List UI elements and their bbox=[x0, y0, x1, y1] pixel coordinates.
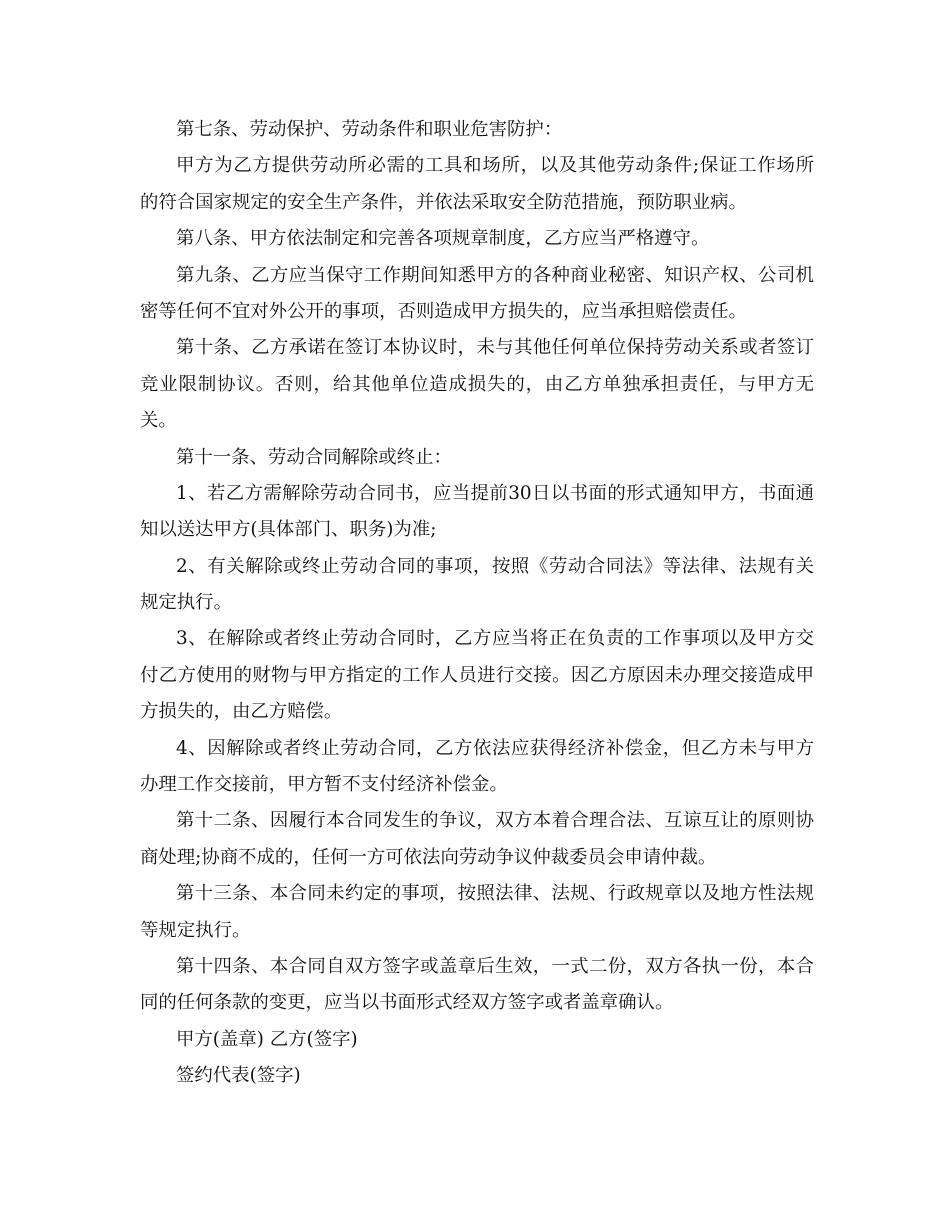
signature-parties-line bbox=[140, 1022, 814, 1058]
text-line: 1、若乙方需解除劳动合同书，应当提前30日以书面的形式通知甲方，书面通 bbox=[176, 482, 814, 504]
document-body bbox=[140, 112, 814, 1095]
text-line: 等规定执行。 bbox=[140, 919, 251, 941]
text-line: 规定执行。 bbox=[140, 592, 232, 614]
text-line: 签约代表(签字) bbox=[176, 1065, 301, 1087]
text-line: 竞业限制协议。否则，给其他单位造成损失的，由乙方单独承担责任，与甲方无 bbox=[140, 373, 814, 395]
article-14 bbox=[140, 949, 814, 1022]
text-line: 甲方(盖章) 乙方(签字) bbox=[176, 1028, 358, 1050]
text-line: 同的任何条款的变更，应当以书面形式经双方签字或者盖章确认。 bbox=[140, 992, 674, 1014]
text-line: 第八条、甲方依法制定和完善各项规章制度，乙方应当严格遵守。 bbox=[176, 228, 710, 250]
article-12 bbox=[140, 803, 814, 876]
text-line: 关。 bbox=[140, 410, 177, 432]
text-line: 2、有关解除或终止劳动合同的事项，按照《劳动合同法》等法律、法规有关 bbox=[176, 555, 814, 577]
article-8 bbox=[140, 221, 814, 257]
text-line: 办理工作交接前，甲方暂不支付经济补偿金。 bbox=[140, 774, 508, 796]
text-line: 第七条、劳动保护、劳动条件和职业危害防护： bbox=[176, 119, 563, 140]
text-line: 知以送达甲方(具体部门、职务)为准; bbox=[140, 519, 437, 541]
article-11-item-1 bbox=[140, 476, 814, 549]
article-11-item-2 bbox=[140, 549, 814, 622]
text-line: 第十三条、本合同未约定的事项，按照法律、法规、行政规章以及地方性法规 bbox=[176, 883, 814, 905]
text-line: 密等任何不宜对外公开的事项，否则造成甲方损失的，应当承担赔偿责任。 bbox=[140, 300, 747, 322]
article-10 bbox=[140, 330, 814, 439]
article-11-item-4 bbox=[140, 731, 814, 804]
text-line: 第九条、乙方应当保守工作期间知悉甲方的各种商业秘密、知识产权、公司机 bbox=[176, 264, 814, 286]
text-line: 第十条、乙方承诺在签订本协议时，未与其他任何单位保持劳动关系或者签订 bbox=[176, 337, 814, 359]
text-line: 付乙方使用的财物与甲方指定的工作人员进行交接。因乙方原因未办理交接造成甲 bbox=[140, 664, 814, 686]
text-line: 4、因解除或者终止劳动合同，乙方依法应获得经济补偿金，但乙方未与甲方 bbox=[176, 737, 814, 759]
article-13 bbox=[140, 876, 814, 949]
text-line: 3、在解除或者终止劳动合同时，乙方应当将正在负责的工作事项以及甲方交 bbox=[176, 628, 814, 650]
article-11-heading bbox=[140, 440, 814, 476]
signature-representative-line bbox=[140, 1058, 814, 1094]
article-11-item-3 bbox=[140, 621, 814, 730]
text-line: 甲方为乙方提供劳动所必需的工具和场所，以及其他劳动条件;保证工作场所 bbox=[176, 155, 814, 177]
text-line: 第十二条、因履行本合同发生的争议，双方本着合理合法、互谅互让的原则协 bbox=[176, 810, 814, 832]
article-7-body bbox=[140, 148, 814, 221]
text-line: 商处理;协商不成的，任何一方可依法向劳动争议仲裁委员会申请仲裁。 bbox=[140, 846, 717, 868]
text-line: 第十一条、劳动合同解除或终止： bbox=[176, 446, 452, 468]
article-7-heading bbox=[140, 112, 814, 148]
text-line: 第十四条、本合同自双方签字或盖章后生效，一式二份，双方各执一份，本合 bbox=[176, 955, 814, 977]
text-line: 的符合国家规定的安全生产条件，并依法采取安全防范措施，预防职业病。 bbox=[140, 191, 747, 213]
text-line: 方损失的，由乙方赔偿。 bbox=[140, 701, 343, 723]
article-9 bbox=[140, 258, 814, 331]
